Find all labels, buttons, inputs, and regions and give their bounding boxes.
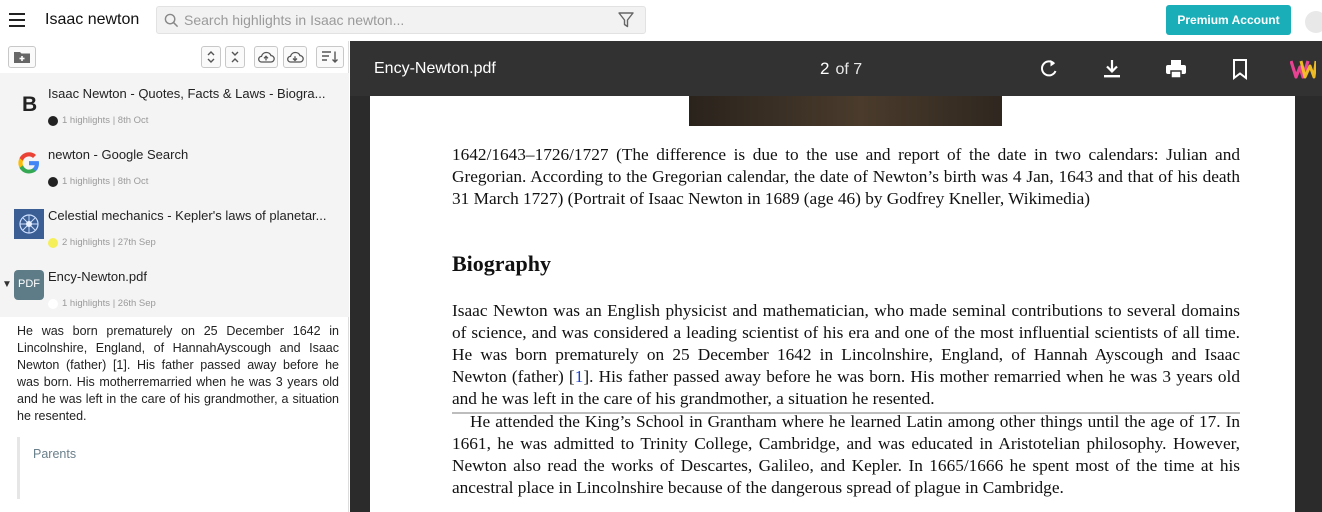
extension-logo[interactable] xyxy=(1290,56,1316,82)
highlight-text[interactable]: He was born prematurely on 25 December 1642 in Lincolnshire, England, of HannahAyscough and Isaac Newton (father) [1]. His father passed away before he was born. His motherremarried when he was 3 years old and he was left in the care of his grandmother, a situation he resented. xyxy=(17,324,339,423)
w-logo-icon xyxy=(1290,56,1316,82)
current-page[interactable]: 2 xyxy=(820,59,830,78)
parents-label: Parents xyxy=(33,447,77,461)
paragraph-1-text-a: Isaac Newton was an English physicist and mathematician, who made seminal contributions to several domains of science, and was considered a leading scientist of his era and one of the most influential scientists of all time. He was born prematurely on 25 December 1642 in Lincolnshire, England, of Hannah Ayscough and Isaac Newton (father) [ xyxy=(452,301,1240,386)
bookmark-icon xyxy=(1227,56,1253,82)
cloud-download-button[interactable] xyxy=(283,46,307,68)
sidebar-toolbar xyxy=(0,41,349,73)
highlight-list xyxy=(0,73,349,317)
citation-link[interactable]: 1 xyxy=(574,367,584,386)
sort-icon xyxy=(321,50,339,64)
cloud-upload-icon xyxy=(257,50,275,64)
collapse-all-button[interactable] xyxy=(225,46,245,68)
item-meta: 1 highlights | 8th Oct xyxy=(62,115,149,126)
biography-b-icon xyxy=(14,87,44,117)
print-button[interactable] xyxy=(1163,56,1189,82)
list-item-expanded[interactable] xyxy=(0,256,349,317)
svg-text:B: B xyxy=(22,93,38,116)
parents-note[interactable] xyxy=(17,437,339,499)
print-icon xyxy=(1163,56,1189,82)
collapse-icon xyxy=(230,50,240,64)
page-indicator xyxy=(820,59,862,79)
pdf-file-name: Ency-Newton.pdf xyxy=(374,60,496,77)
pdf-page xyxy=(370,96,1295,512)
expand-all-button[interactable] xyxy=(201,46,221,68)
item-meta: 1 highlights | 26th Sep xyxy=(62,298,156,309)
portrait-caption: 1642/1643–1726/1727 (The difference is due to the use and report of the date in two calendars: Julian and Gregorian. According to the Gregorian calendar, the date of Newton’s birth was 4 Jan, 1643 and that of his death 31 March 1727) (Portrait of Isaac Newton in 1689 (age 46) by Godfrey Kneller, Wikimedia) xyxy=(452,145,1240,208)
item-title: Celestial mechanics - Kepler's laws of planetar... xyxy=(48,208,327,223)
item-title: Isaac Newton - Quotes, Facts & Laws - Biogra... xyxy=(48,86,326,101)
pdf-icon-label: PDF xyxy=(18,278,40,290)
sort-button[interactable] xyxy=(316,46,344,68)
expand-icon xyxy=(206,50,216,64)
pdf-viewer xyxy=(350,41,1322,512)
item-meta: 2 highlights | 27th Sep xyxy=(62,237,156,248)
menu-icon[interactable] xyxy=(9,13,25,27)
search-icon xyxy=(164,13,179,28)
add-folder-icon xyxy=(13,50,31,64)
section-heading: Biography xyxy=(452,251,552,276)
search-input[interactable] xyxy=(184,10,604,30)
color-dot xyxy=(48,177,58,187)
google-icon xyxy=(14,148,44,178)
portrait-image xyxy=(689,96,1002,126)
paragraph-1-text-b: ]. His father passed away before he was born. His mother remarried when he was 3 years old and he was left in the care of his grandmother, a situation he resented. xyxy=(452,367,1240,408)
list-item[interactable] xyxy=(0,195,349,256)
color-dot xyxy=(48,299,58,309)
rotate-icon xyxy=(1036,56,1062,82)
item-title: newton - Google Search xyxy=(48,147,189,162)
search-bar[interactable] xyxy=(156,6,646,34)
paragraph-1 xyxy=(452,300,1240,410)
list-item[interactable] xyxy=(0,73,349,134)
download-icon xyxy=(1099,56,1125,82)
cloud-upload-button[interactable] xyxy=(254,46,278,68)
color-dot xyxy=(48,116,58,126)
page-total: of 7 xyxy=(835,61,863,78)
page-title: Isaac newton xyxy=(45,11,140,28)
premium-account-button[interactable]: Premium Account xyxy=(1166,5,1291,35)
rotate-button[interactable] xyxy=(1036,56,1062,82)
wikimedia-icon xyxy=(14,209,44,239)
top-bar xyxy=(0,0,1322,41)
download-button[interactable] xyxy=(1099,56,1125,82)
pdf-toolbar xyxy=(350,41,1322,96)
item-title: Ency-Newton.pdf xyxy=(48,269,147,284)
list-item[interactable] xyxy=(0,134,349,195)
sidebar xyxy=(0,41,349,512)
item-meta: 1 highlights | 8th Oct xyxy=(62,176,149,187)
avatar[interactable] xyxy=(1305,11,1322,33)
paragraph-2: He attended the King’s School in Grantham where he learned Latin among other things until the age of 17. In 1661, he was admitted to Trinity College, Cambridge, and was educated in Aristotelian philosophy. However, Newton also read the works of Descartes, Galileo, and Kepler. In 1665/1666 he spent most of the time at his ancestral place in Lincolnshire because of the dangerous spread of plague in Cambridge. xyxy=(452,412,1240,497)
filter-icon[interactable] xyxy=(617,11,635,29)
color-dot xyxy=(48,238,58,248)
bookmark-button[interactable] xyxy=(1227,56,1253,82)
cloud-download-icon xyxy=(286,50,304,64)
expanded-caret-icon[interactable]: ▼ xyxy=(2,279,12,290)
new-folder-button[interactable] xyxy=(8,46,36,68)
pdf-icon xyxy=(14,270,44,300)
